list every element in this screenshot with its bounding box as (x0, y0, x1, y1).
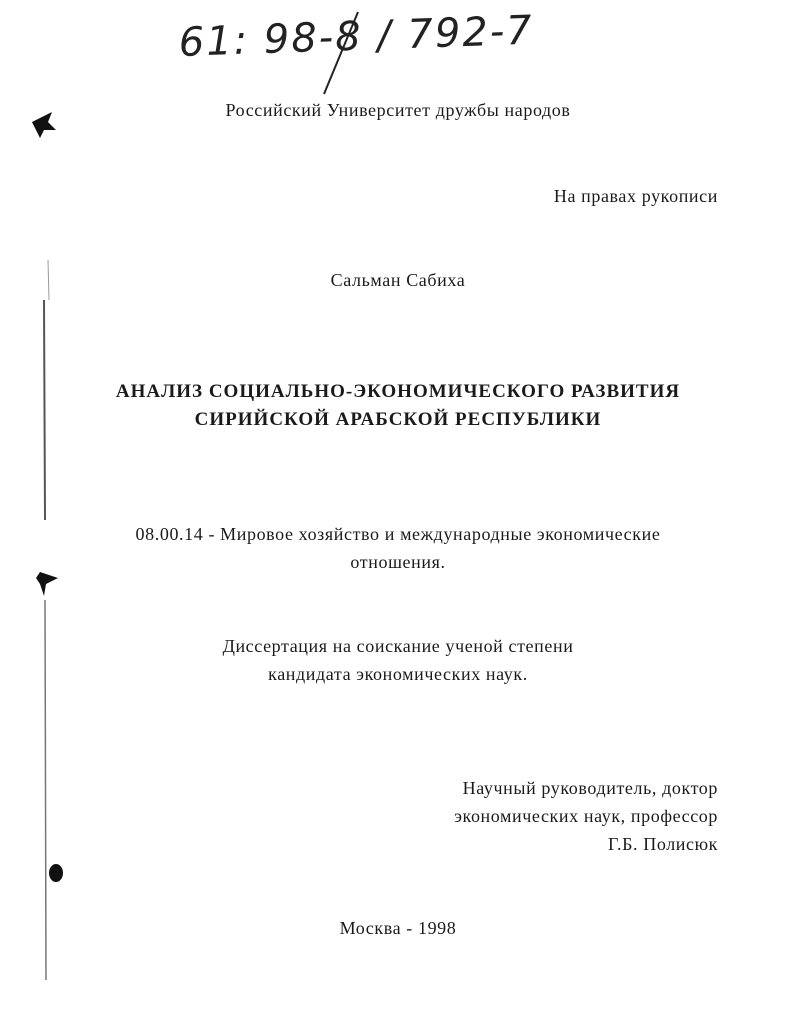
specialty-line-1: 08.00.14 - Мировое хозяйство и международные экономические (135, 524, 661, 544)
author-name: Сальман Сабиха (330, 270, 466, 290)
dissertation-title-line-1: АНАЛИЗ СОЦИАЛЬНО-ЭКОНОМИЧЕСКОГО РАЗВИТИЯ (115, 381, 681, 402)
handwritten-slash-stroke (310, 8, 370, 98)
handwritten-archive-code: 61: 98-8 / 792-7 (178, 7, 535, 66)
specialty-line-2: отношения. (350, 552, 446, 572)
university-name: Российский Университет дружбы народов (225, 100, 571, 120)
dissertation-degree-line-1: Диссертация на соискание ученой степени (222, 636, 574, 656)
supervisor-line-1: Научный руководитель, доктор (462, 778, 718, 798)
dissertation-title-line-2: СИРИЙСКОЙ АРАБСКОЙ РЕСПУБЛИКИ (194, 409, 602, 430)
supervisor-name: Г.Б. Полисюк (608, 834, 718, 854)
manuscript-rights-label: На правах рукописи (553, 186, 718, 206)
scan-margin-artifacts (0, 0, 70, 1027)
supervisor-line-2: экономических наук, профессор (454, 806, 718, 826)
dissertation-degree-line-2: кандидата экономических наук. (268, 664, 528, 684)
margin-arrow-mid (36, 572, 58, 596)
margin-dot (49, 864, 63, 882)
place-and-year: Москва - 1998 (339, 918, 457, 938)
